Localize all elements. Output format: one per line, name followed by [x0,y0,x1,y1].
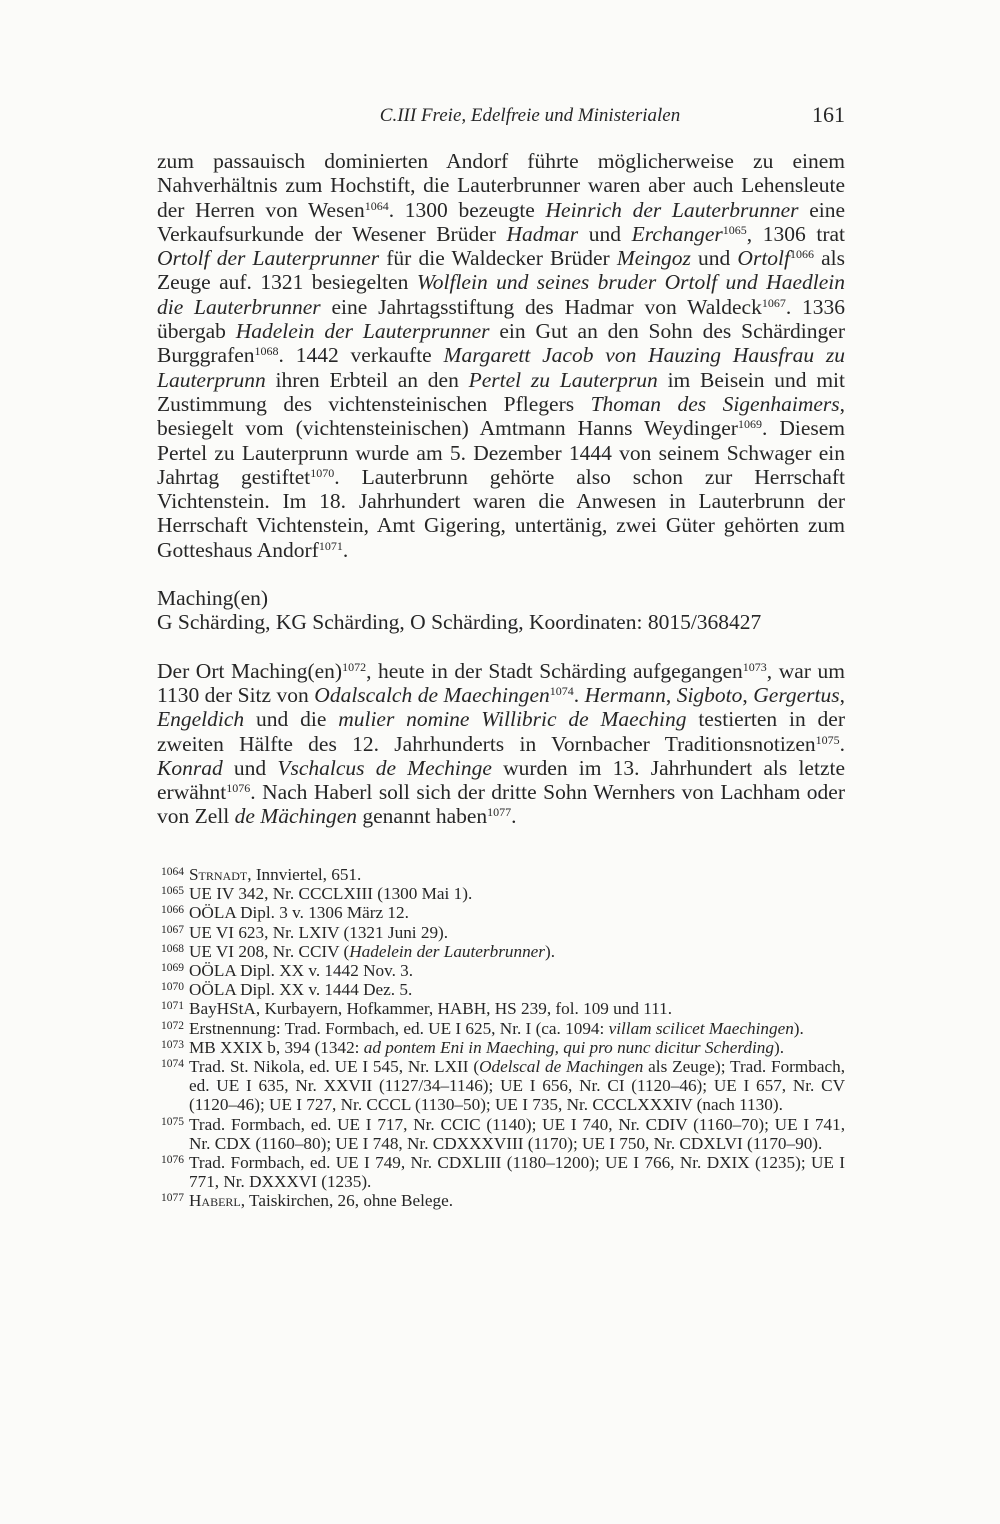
text-run: ihren Erbteil an den [265,367,469,392]
text-run: . 1300 bezeugte [388,197,546,222]
running-head: C.III Freie, Edelfreie und Ministerialen [379,105,681,126]
italic-run: Gergertus [753,682,840,707]
footnote-ref-1069: 1069 [737,417,762,432]
text-run: Trad. Formbach, ed. UE I 749, Nr. CDXLIII (1180–1200); UE I 766, Nr. DXIX (1235); UE I 771, Nr. DXXXVI (1235). [189,1153,845,1192]
text-run: . Diesem Pertel zu Lauterprunn wurde am 5. Dezember 1444 von seinem Schwager ein Jahrtag gestiftet [157,416,845,489]
italic-run: Odalscalch de Maechingen [314,682,550,707]
text-run: , [742,682,754,707]
text-run: ). [793,1018,804,1038]
italic-run: Hadelein der Lauterprunner [235,319,490,344]
footnote-ref-1064: 1064 [364,198,389,213]
footnote-1068 [157,942,845,961]
text-run: testierten in der zweiten Hälfte des 12. Jahrhunderts in Vornbacher Traditionsnotizen [157,707,845,756]
footnote-number: 1064 [161,866,184,878]
italic-run: Hermann [584,682,666,707]
main-text [157,149,845,829]
footnote-number: 1075 [161,1115,184,1128]
page-number: 161 [812,102,845,127]
text-run: Erstnennung: Trad. Formbach, ed. UE I 625, Nr. I (ca. 1094: [189,1018,609,1038]
text-run: für die Waldecker Brüder [379,246,617,271]
page-header [0,0,1000,140]
text-run: , [665,682,677,707]
text-run: genannt haben [357,804,488,829]
text-run: OÖLA Dipl. XX v. 1444 Dez. 5. [189,980,413,1000]
italic-run: villam scilicet Maechingen [608,1018,794,1038]
italic-run: de Mächingen [234,804,358,829]
footnote-ref-1076: 1076 [226,781,251,796]
text-run: Der Ort Maching(en) [157,658,343,683]
text-run: MB XXIX b, 394 (1342: [189,1037,364,1057]
text-run: OÖLA Dipl. 3 v. 1306 März 12. [189,903,409,923]
footnotes [157,865,845,1211]
footnote-number: 1066 [161,904,184,917]
italic-run: Ortolf der Lauterprunner [157,246,380,271]
text-run: UE VI 623, Nr. LXIV (1321 Juni 29). [189,922,449,942]
text-run: eine Verkaufsurkunde der Wesener Brüder [157,197,845,246]
footnote-1076 [157,1153,845,1191]
text-run: zum passauisch dominierten Andorf führte möglicherweise zu einem Nahverhältnis zum Hochstift, die Lauterbrunner waren aber auch Lehensleute der Herren von Wesen [157,149,845,222]
entry-title: Maching(en) [157,586,269,611]
text-run: UE VI 208, Nr. CCIV ( [189,941,350,961]
text-run: , [839,682,846,707]
footnote-1064 [157,865,845,884]
footnote-1069 [157,961,845,980]
text-run: wurden im 13. Jahrhundert als letzte erwähnt [157,755,846,805]
footnote-ref-1073: 1073 [742,659,767,674]
footnote-1065 [157,884,845,903]
italic-run: Vschalcus de Mechinge [277,755,492,780]
entry-heading [157,586,845,635]
text-run: und [578,221,632,246]
text-run: und die [244,707,339,732]
paragraph-lauterbrunn [157,149,845,562]
footnote-number: 1071 [161,1000,184,1013]
footnote-1071 [157,999,845,1018]
text-run: ein Gut an den Sohn des Schärdinger Burggrafen [157,319,845,368]
italic-run: Sigboto [676,682,743,707]
footnote-number: 1076 [161,1154,184,1167]
footnote-number: 1072 [161,1019,184,1032]
text-run: , Taiskirchen, 26, ohne Belege. [240,1191,454,1211]
footnote-ref-1072: 1072 [342,659,367,674]
author-name: Strnadt [189,865,248,884]
text-run: als Zeuge); Trad. Formbach, ed. UE I 635, Nr. XXVII (1127/34–1146); UE I 656, Nr. CI (1120–46); UE I 657, Nr. CV (1120–46); UE I 727, Nr. CCCL (1130–50); UE I 735, Nr. CCCLXXXIV (nach 1130). [189,1057,845,1115]
italic-run: Engeldich [157,707,245,732]
text-run: , heute in der Stadt Schärding aufgegangen [366,658,743,683]
entry-meta: G Schärding, KG Schärding, O Schärding, Koordinaten: 8015/368427 [157,610,762,635]
text-run: ). [545,941,556,961]
author-name: Haberl [189,1191,241,1211]
paragraph-maching [157,659,845,829]
text-run: und [222,755,278,780]
footnote-ref-1071: 1071 [318,538,343,553]
italic-run: Konrad [157,755,223,780]
text-run: Trad. Formbach, ed. UE I 717, Nr. CCIC (1140); UE I 740, Nr. CDIV (1160–70); UE I 741, Nr. CDX (1160–80); UE I 748, Nr. CDXXXVIII (1170); UE I 750, Nr. CDXLVI (1170–90). [189,1114,845,1153]
text-run: . 1336 übergab [157,294,846,344]
footnote-1066 [157,903,845,922]
footnote-1074 [157,1057,845,1115]
text-run: Trad. St. Nikola, ed. UE I 545, Nr. LXII ( [189,1057,480,1077]
footnote-number: 1070 [161,981,184,994]
text-run: als Zeuge auf. 1321 besiegelten [157,246,846,295]
italic-run: ad pontem Eni in Maeching, qui pro nunc dicitur Scherding [363,1037,774,1057]
footnote-ref-1067: 1067 [761,295,786,310]
italic-run: Thoman des Sigenhaimers [590,391,840,416]
footnote-number: 1067 [161,923,184,936]
text-run: . [511,804,517,829]
text-run: OÖLA Dipl. XX v. 1442 Nov. 3. [189,961,414,981]
footnote-ref-1074: 1074 [549,683,574,698]
italic-run: Odelscal de Machingen [479,1057,644,1077]
footnote-number: 1065 [161,885,184,898]
footnote-number: 1077 [161,1192,184,1205]
italic-run: Erchanger [631,221,723,246]
text-run: ). [773,1037,784,1057]
italic-run: Margarett Jacob von Hauzing Hausfrau zu Lauterprunn [157,343,845,392]
footnote-ref-1075: 1075 [815,732,840,747]
text-run: BayHStA, Kurbayern, Hofkammer, HABH, HS 239, fol. 109 und 111. [189,999,673,1019]
footnote-1073 [157,1038,845,1057]
footnote-number: 1073 [161,1038,184,1051]
footnote-1067 [157,923,845,942]
text-run: , besiegelt vom (vichtensteinischen) Amtmann Hanns Weydinger [157,391,845,441]
footnote-number: 1068 [161,942,184,955]
footnote-number: 1074 [161,1058,184,1071]
footnote-ref-1068: 1068 [254,344,279,359]
italic-run: Heinrich der Lauterbrunner [545,197,799,222]
text-run: , Innviertel, 651. [247,865,362,884]
text-run: im Beisein und mit Zustimmung des vichtensteinischen Pflegers [157,367,846,416]
italic-run: Meingoz [616,246,691,271]
text-run: . [573,682,585,707]
footnote-number: 1069 [161,962,184,975]
text-run: , war um 1130 der Sitz von [157,658,845,707]
text-run: . Nach Haberl soll sich der dritte Sohn Wernhers von Lachham oder von Zell [157,780,845,829]
italic-run: Hadmar [506,221,579,246]
italic-run: Pertel zu Lauterprun [468,367,658,392]
footnote-1077 [157,1191,845,1210]
italic-run: Hadelein der Lauterbrunner [349,941,545,961]
footnote-1075 [157,1115,845,1153]
italic-run: Ortolf [737,246,790,271]
footnote-ref-1066: 1066 [790,247,814,262]
text-run: UE IV 342, Nr. CCCLXIII (1300 Mai 1). [189,884,473,904]
footnote-ref-1077: 1077 [487,805,512,820]
text-run: eine Jahrtagsstiftung des Hadmar von Waldeck [320,294,762,319]
text-run: und [690,246,738,271]
text-run: . 1442 verkaufte [278,343,444,368]
footnote-ref-1070: 1070 [310,465,335,480]
text-run: . Lauterbrunn gehörte also schon zur Herrschaft Vichtenstein. Im 18. Jahrhundert waren die Anwesen in Lauterbrunn der Herrschaft Vichtenstein, Amt Gigering, untertänig, zwei Güter gehörten zum Gotteshaus Andorf [157,464,845,562]
italic-run: Wolflein und seines bruder Ortolf und Haedlein die Lauterbrunner [157,270,845,319]
text-run: , 1306 trat [746,221,845,246]
footnote-1070 [157,980,845,999]
footnote-1072 [157,1019,845,1038]
text-run: . [342,537,349,562]
text-run: . [839,731,845,756]
footnote-ref-1065: 1065 [722,222,747,237]
italic-run: mulier nomine Willibric de Maeching [338,707,687,732]
